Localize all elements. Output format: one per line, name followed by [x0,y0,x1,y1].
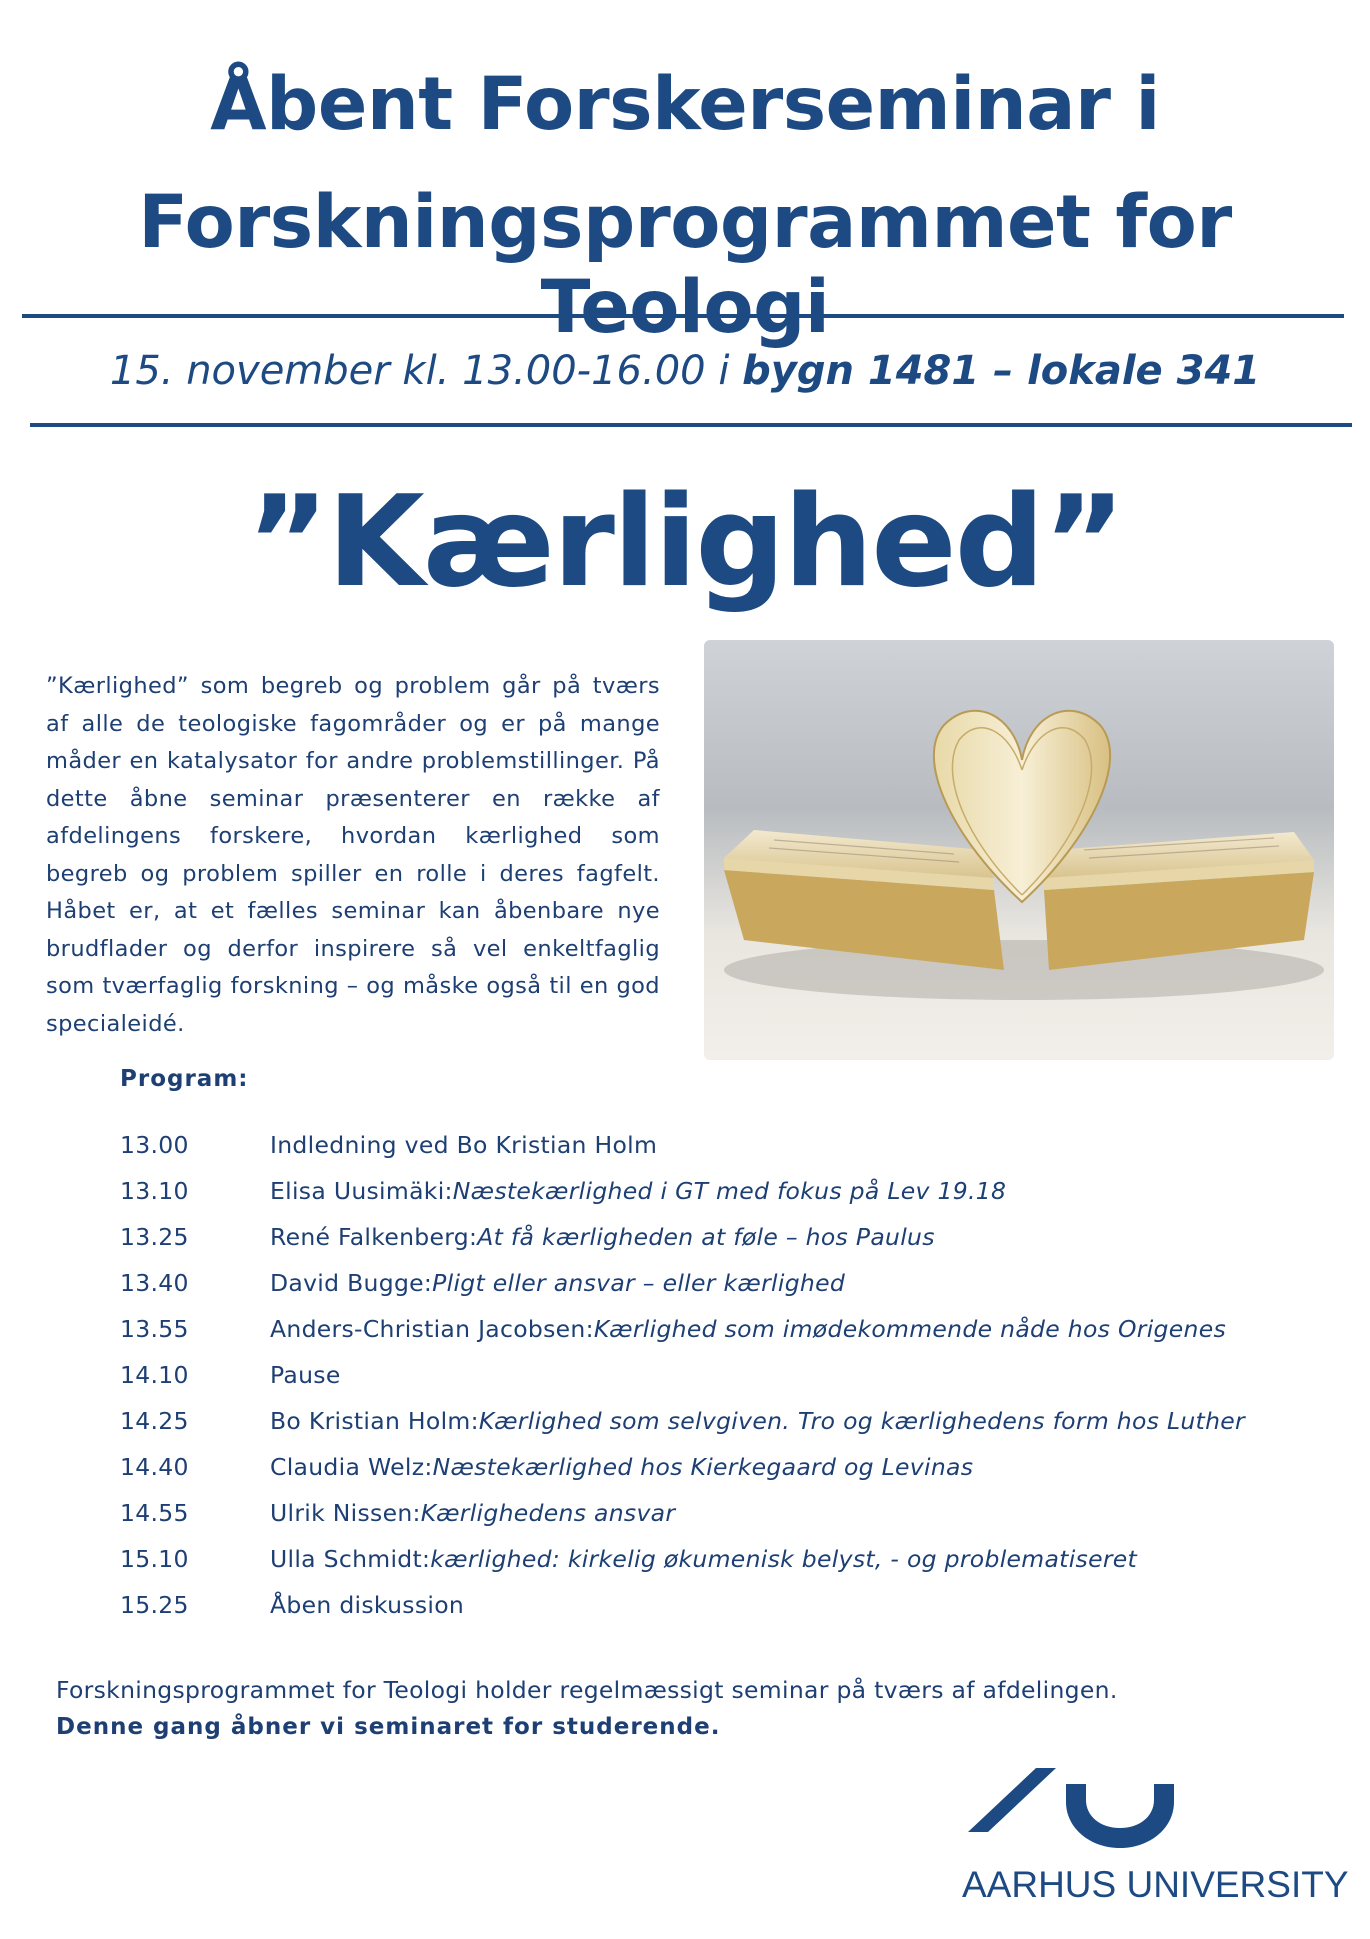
program-item [120,1306,1340,1352]
program-talk: Kærlighed som imødekommende nåde hos Origenes [593,1315,1227,1343]
program-talk: Kærlighed som selvgiven. Tro og kærlighedens form hos Luther [478,1407,1245,1435]
program-time: 15.10 [120,1545,189,1573]
program-time: 14.40 [120,1453,189,1481]
event-date-time: 15. november kl. 13.00-16.00 i [109,348,743,394]
program-time: 14.10 [120,1361,189,1389]
program-heading: Program: [120,1066,249,1092]
footer-highlight: Denne gang åbner vi seminaret for studerende. [56,1714,721,1740]
program-item [120,1168,1340,1214]
program-item [120,1122,1340,1168]
program-time: 13.40 [120,1269,189,1297]
divider-top [22,314,1344,318]
footer-note: Forskningsprogrammet for Teologi holder regelmæssigt seminar på tværs af afdelingen. [56,1676,1118,1704]
program-item [120,1214,1340,1260]
program-speaker: Claudia Welz: [270,1453,433,1481]
program-speaker: René Falkenberg: [270,1223,478,1251]
program-speaker: Bo Kristian Holm: [270,1407,479,1435]
program-talk: Næstekærlighed hos Kierkegaard og Levinas [432,1453,974,1481]
program-time: 13.10 [120,1177,189,1205]
program-speaker: David Bugge: [270,1269,433,1297]
program-item [120,1352,1340,1398]
event-location: bygn 1481 – lokale 341 [742,348,1261,394]
program-talk: Kærlighedens ansvar [420,1499,676,1527]
program-speaker: Ulla Schmidt: [270,1545,431,1573]
program-item [120,1582,1340,1628]
program-speaker: Indledning ved Bo Kristian Holm [270,1131,658,1159]
title-line-1: Åbent Forskerseminar i [210,62,1160,147]
program-time: 14.55 [120,1499,189,1527]
program-speaker: Pause [270,1361,341,1389]
program-talk: At få kærligheden at føle – hos Paulus [477,1223,935,1251]
program-speaker: Anders-Christian Jacobsen: [270,1315,594,1343]
program-talk: kærlighed: kirkelig økumenisk belyst, - og problematiseret [430,1545,1138,1573]
program-item [120,1260,1340,1306]
seminar-main-title: ”Kærlighed” [246,468,1124,615]
program-item [120,1536,1340,1582]
program-talk: Pligt eller ansvar – eller kærlighed [432,1269,846,1297]
program-item [120,1398,1340,1444]
program-list [120,1122,1340,1628]
program-talk: Næstekærlighed i GT med fokus på Lev 19.18 [452,1177,1007,1205]
divider-bottom [30,423,1352,427]
program-speaker: Åben diskussion [270,1591,465,1619]
program-time: 13.55 [120,1315,189,1343]
open-book-heart-photo [704,640,1334,1060]
program-speaker: Ulrik Nissen: [270,1499,421,1527]
university-name: AARHUS UNIVERSITY [962,1864,1349,1905]
title-line-2: Forskningsprogrammet for Teologi [138,180,1232,350]
program-item [120,1444,1340,1490]
program-item [120,1490,1340,1536]
program-time: 13.00 [120,1131,189,1159]
program-time: 13.25 [120,1223,189,1251]
program-time: 15.25 [120,1591,189,1619]
event-date-location [0,348,1370,394]
program-speaker: Elisa Uusimäki: [270,1177,453,1205]
program-time: 14.25 [120,1407,189,1435]
intro-paragraph: ”Kærlighed” som begreb og problem går på tværs af alle de teologiske fagområder og er på mange måder en katalysator for andre problemstillinger. På dette åbne seminar præsenterer en række af afdelingens forskere, hvordan kærlighed som begreb og problem spiller en rolle i deres fagfelt. Håbet er, at et fælles seminar kan åbenbare nye brudflader og derfor inspirere så vel enkeltfaglig som tværfaglig forskning – og måske også til en god specialeidé. [46,673,660,1037]
